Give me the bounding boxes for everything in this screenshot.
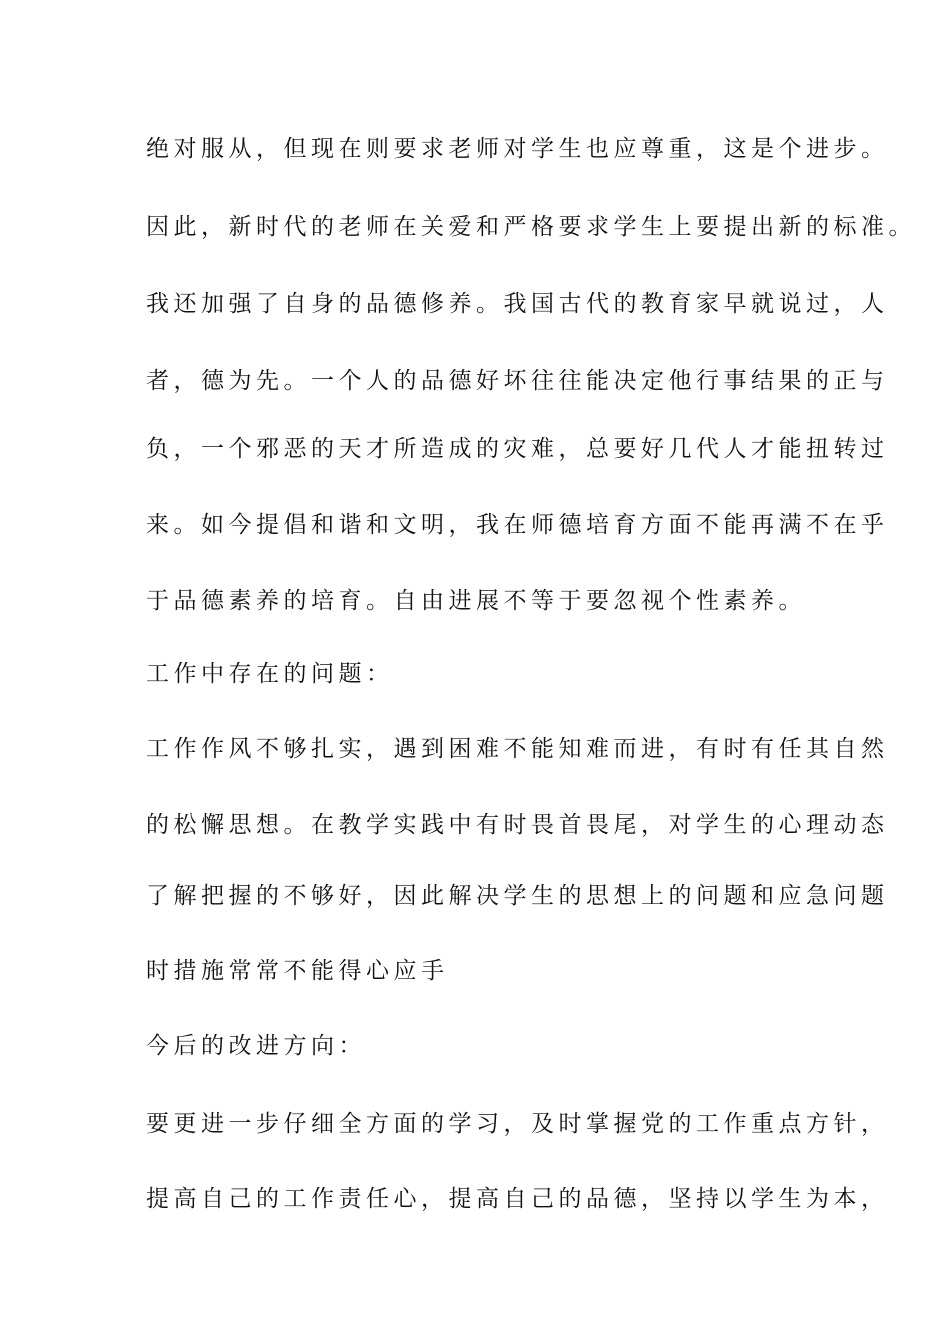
paragraph-line: 工作作风不够扎实，遇到困难不能知难而进，有时有任其自然	[146, 736, 889, 762]
section-heading: 今后的改进方向：	[146, 1033, 366, 1059]
paragraph-line: 要更进一步仔细全方面的学习，及时掌握党的工作重点方针，	[146, 1111, 889, 1137]
paragraph-line: 提高自己的工作责任心，提高自己的品德，坚持以学生为本，	[146, 1186, 889, 1212]
paragraph-line: 了解把握的不够好，因此解决学生的思想上的问题和应急问题	[146, 883, 889, 909]
paragraph-line: 因此，新时代的老师在关爱和严格要求学生上要提出新的标准。	[146, 214, 916, 240]
paragraph-line: 绝对服从，但现在则要求老师对学生也应尊重，这是个进步。	[146, 136, 889, 162]
paragraph-line: 负，一个邪恶的天才所造成的灾难，总要好几代人才能扭转过	[146, 436, 889, 462]
paragraph-line: 来。如今提倡和谐和文明，我在师德培育方面不能再满不在乎	[146, 512, 889, 538]
paragraph-line: 者，德为先。一个人的品德好坏往往能决定他行事结果的正与	[146, 368, 889, 394]
paragraph-line: 于品德素养的培育。自由进展不等于要忽视个性素养。	[146, 588, 806, 614]
paragraph-line: 我还加强了自身的品德修养。我国古代的教育家早就说过，人	[146, 291, 889, 317]
section-heading: 工作中存在的问题：	[146, 661, 394, 687]
paragraph-line: 的松懈思想。在教学实践中有时畏首畏尾，对学生的心理动态	[146, 812, 889, 838]
paragraph-line: 时措施常常不能得心应手	[146, 958, 449, 984]
